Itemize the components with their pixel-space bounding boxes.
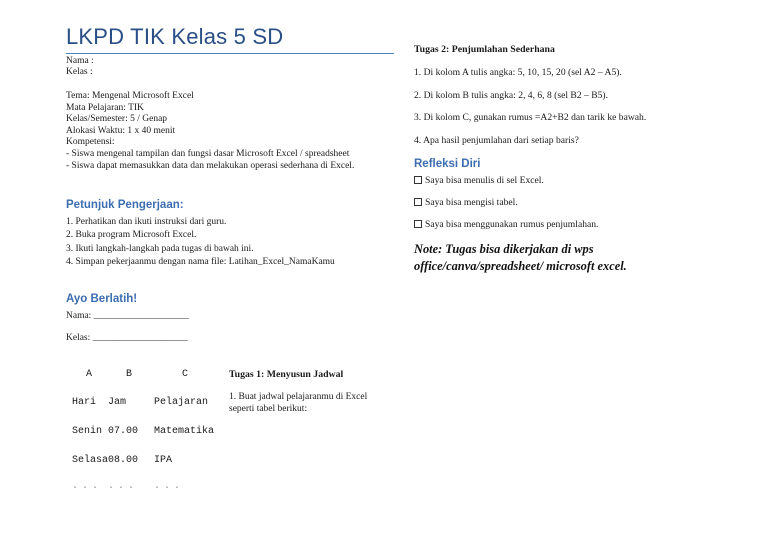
list-item [414,197,518,208]
list-item [414,219,598,230]
checkbox-label: Saya bisa menggunakan rumus penjumlahan. [425,219,599,230]
checkbox-icon [414,176,422,184]
table-cell: ... [154,481,185,489]
list-item: 1. Di kolom A tulis angka: 5, 10, 15, 20 (sel A2 – A5). [414,67,622,78]
table-cell: Hari [72,397,97,408]
identity-class: Kelas : [66,67,93,77]
table-cell: Jam [108,397,127,408]
info-line: - Siswa mengenal tampilan dan fungsi dasar Microsoft Excel / spreadsheet [66,148,350,159]
page-title: LKPD TIK Kelas 5 SD [66,24,284,49]
note-line: Note: Tugas bisa dikerjakan di wps [414,242,594,256]
table-cell: 08.00 [108,455,139,466]
list-item [414,175,544,186]
list-item: 2. Buka program Microsoft Excel. [66,230,197,241]
list-item: 3. Di kolom C, gunakan rumus =A2+B2 dan tarik ke bawah. [414,112,647,123]
info-block [66,91,354,172]
note-line: office/canva/spreadsheet/ microsoft excel. [414,259,627,273]
petunjuk-heading: Petunjuk Pengerjaan: [66,199,184,211]
petunjuk-list [66,216,335,270]
list-item: 3. Ikuti langkah-langkah pada tugas di bawah ini. [66,243,254,254]
checkbox-label: Saya bisa menulis di sel Excel. [425,175,544,186]
title-divider [66,53,394,54]
column-header-c: C [182,369,189,380]
table-cell: IPA [154,455,173,466]
refleksi-heading: Refleksi Diri [414,158,481,170]
ayo-name-field: Nama: ____________________ [66,311,189,321]
tugas2-title: Tugas 2: Penjumlahan Sederhana [414,44,555,55]
tugas1-text [229,392,367,415]
column-header-b: B [126,369,133,380]
checkbox-icon [414,198,422,206]
info-line: - Siswa dapat memasukkan data dan melakukan operasi sederhana di Excel. [66,160,355,171]
tugas1-title: Tugas 1: Menyusun Jadwal [229,369,344,380]
table-cell: Pelajaran [154,397,209,408]
info-line: Kelas/Semester: 5 / Genap [66,114,168,125]
identity-name: Nama : [66,56,94,66]
table-cell: ... [108,481,139,489]
info-line: Tema: Mengenal Microsoft Excel [66,91,194,101]
checkbox-label: Saya bisa mengisi tabel. [425,197,518,208]
table-cell: Selasa [72,455,109,466]
table-cell: ... [72,481,103,489]
ayo-class-field: Kelas: ____________________ [66,333,188,343]
list-item: 2. Di kolom B tulis angka: 2, 4, 6, 8 (sel B2 – B5). [414,90,609,101]
info-line: Alokasi Waktu: 1 x 40 menit [66,125,176,136]
table-cell: Senin [72,426,103,437]
info-line: Mata Pelajaran: TIK [66,102,144,113]
info-line: Kompetensi: [66,137,115,148]
table-cell: 07.00 [108,426,139,437]
checkbox-icon [414,220,422,228]
ayo-heading: Ayo Berlatih! [66,293,138,305]
tugas1-line: seperti tabel berikut: [229,403,308,414]
column-header-a: A [86,369,93,380]
note [414,241,627,275]
tugas1-line: 1. Buat jadwal pelajaranmu di Excel [229,392,368,402]
list-item: 1. Perhatikan dan ikuti instruksi dari guru. [66,217,227,227]
list-item: 4. Simpan pekerjaanmu dengan nama file: Latihan_Excel_NamaKamu [66,257,335,268]
list-item: 4. Apa hasil penjumlahan dari setiap baris? [414,135,579,146]
table-cell: Matematika [154,426,215,437]
